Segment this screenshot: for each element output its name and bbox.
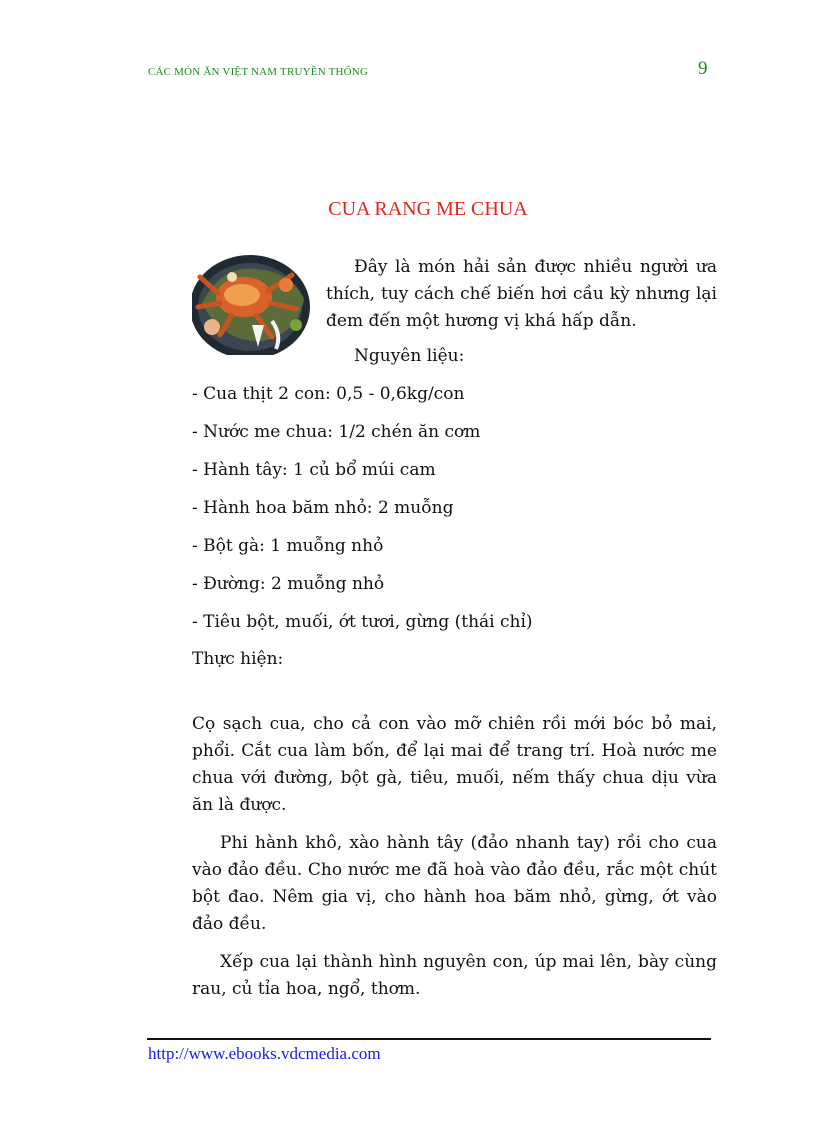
ingredient-item: - Hành tây: 1 củ bổ múi cam bbox=[192, 460, 436, 480]
footer-link[interactable]: http://www.ebooks.vdcmedia.com bbox=[148, 1044, 381, 1063]
page-number: 9 bbox=[698, 58, 708, 79]
recipe-body bbox=[192, 254, 717, 1003]
ingredients-list bbox=[192, 381, 717, 636]
method-step: Cọ sạch cua, cho cả con vào mỡ chiên rồi mới bóc bỏ mai, phổi. Cắt cua làm bốn, để lại mai để trang trí. Hoà nước me chua với đường, bột gà, tiêu, muối, nếm thấy chua dịu vừa ăn là được. bbox=[192, 714, 717, 815]
ingredient-item: - Nước me chua: 1/2 chén ăn cơm bbox=[192, 422, 481, 442]
ingredient-item: - Hành hoa băm nhỏ: 2 muỗng bbox=[192, 498, 454, 518]
footer-divider bbox=[147, 1038, 711, 1040]
method-step: Phi hành khô, xào hành tây (đảo nhanh tay) rồi cho cua vào đảo đều. Cho nước me đã hoà vào đảo đều, rắc một chút bột đao. Nêm gia vị, cho hành hoa băm nhỏ, gừng, ớt vào đảo đều. bbox=[192, 833, 717, 934]
recipe-intro: Đây là món hải sản được nhiều người ưa thích, tuy cách chế biến hơi cầu kỳ nhưng lại đem đến một hương vị khá hấp dẫn. bbox=[326, 257, 717, 331]
ingredient-item: - Đường: 2 muỗng nhỏ bbox=[192, 574, 385, 594]
ingredients-label: Nguyên liệu: bbox=[354, 346, 465, 366]
method-label: Thực hiện: bbox=[192, 649, 284, 669]
method-step: Xếp cua lại thành hình nguyên con, úp mai lên, bày cùng rau, củ tỉa hoa, ngổ, thơm. bbox=[192, 952, 717, 999]
recipe-title: CUA RANG ME CHUA bbox=[328, 198, 528, 220]
ingredient-item: - Tiêu bột, muối, ớt tươi, gừng (thái chỉ) bbox=[192, 612, 533, 632]
ingredient-item: - Bột gà: 1 muỗng nhỏ bbox=[192, 536, 384, 556]
header-title: CÁC MÓN ĂN VIỆT NAM TRUYỀN THỐNG bbox=[148, 66, 369, 78]
ingredient-item: - Cua thịt 2 con: 0,5 - 0,6kg/con bbox=[192, 384, 465, 404]
